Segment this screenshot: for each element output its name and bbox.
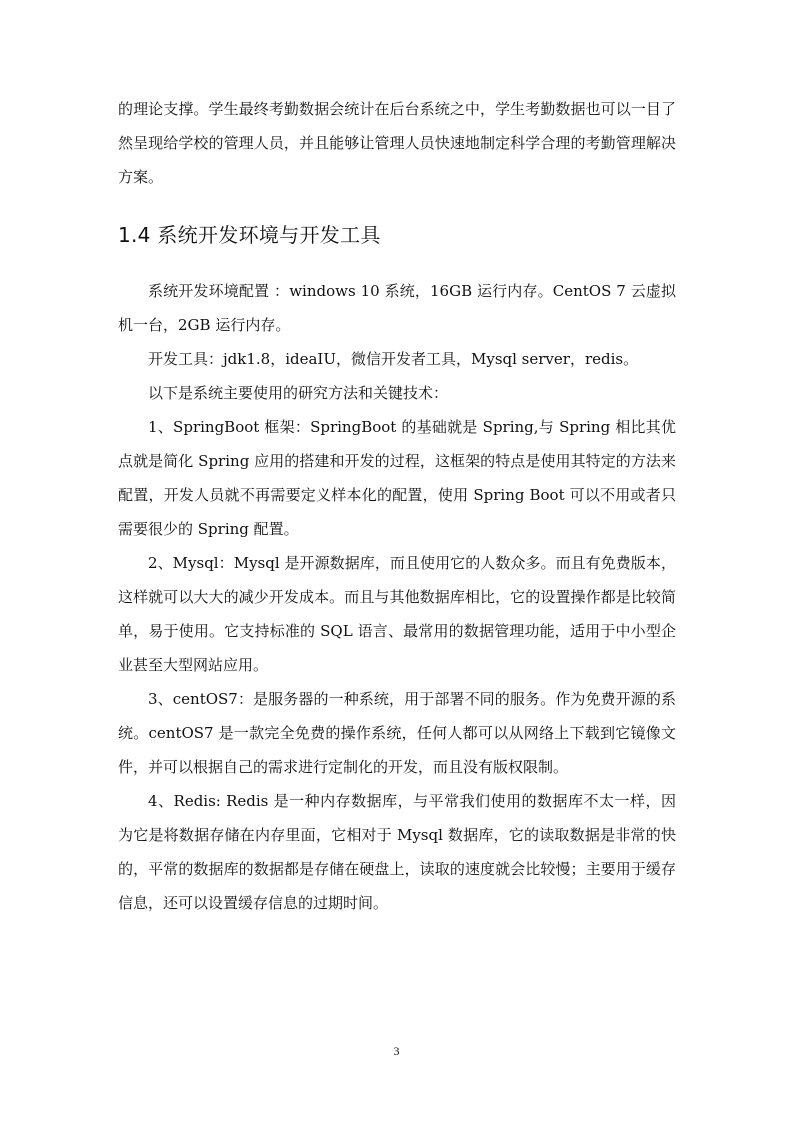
section-heading: 1.4 系统开发环境与开发工具 (118, 223, 381, 247)
list-item-mysql: 2、Mysql：Mysql 是开源数据库，而且使用它的人数众多。而且有免费版本，这样就可以大大的减少开发成本。而且与其他数据库相比，它的设置操作都是比较简单，易于使用。它支持标准的 SQL 语言、最常用的数据管理功能，适用于中小型企业甚至大型网站应用。 (118, 554, 676, 674)
page-number: 3 (393, 1044, 400, 1058)
list-item-springboot: 1、SpringBoot 框架：SpringBoot 的基础就是 Spring,与 Spring 相比其优点就是简化 Spring 应用的搭建和开发的过程，这框架的特点是使用其特定的方法来配置，开发人员就不再需要定义样本化的配置，使用 Spring Boot 可以不用或者只需要很少的 Spring 配置。 (118, 418, 676, 538)
env-paragraph: 系统开发环境配置 ：windows 10 系统，16GB 运行内存。CentOS 7 云虚拟机一台，2GB 运行内存。 (118, 282, 676, 334)
methods-intro: 以下是系统主要使用的研究方法和关键技术： (148, 384, 449, 402)
tools-paragraph: 开发工具：jdk1.8，ideaIU，微信开发者工具，Mysql server，redis。 (148, 350, 639, 368)
list-item-redis: 4、Redis: Redis 是一种内存数据库，与平常我们使用的数据库不太一样，因为它是将数据存储在内存里面，它相对于 Mysql 数据库，它的读取数据是非常的快的，平常的数据库的数据都是存储在硬盘上，读取的速度就会比较慢；主要用于缓存信息，还可以设置缓存信息的过期时间。 (118, 792, 676, 912)
list-item-centos: 3、centOS7：是服务器的一种系统，用于部署不同的服务。作为免费开源的系统。centOS7 是一款完全免费的操作系统，任何人都可以从网络上下载到它镜像文件，并可以根据自己的需求进行定制化的开发，而且没有版权限制。 (118, 690, 676, 776)
intro-paragraph: 的理论支撑。学生最终考勤数据会统计在后台系统之中，学生考勤数据也可以一目了然呈现给学校的管理人员，并且能够让管理人员快速地制定科学合理的考勤管理解决方案。 (118, 100, 676, 186)
document-body (118, 92, 676, 920)
